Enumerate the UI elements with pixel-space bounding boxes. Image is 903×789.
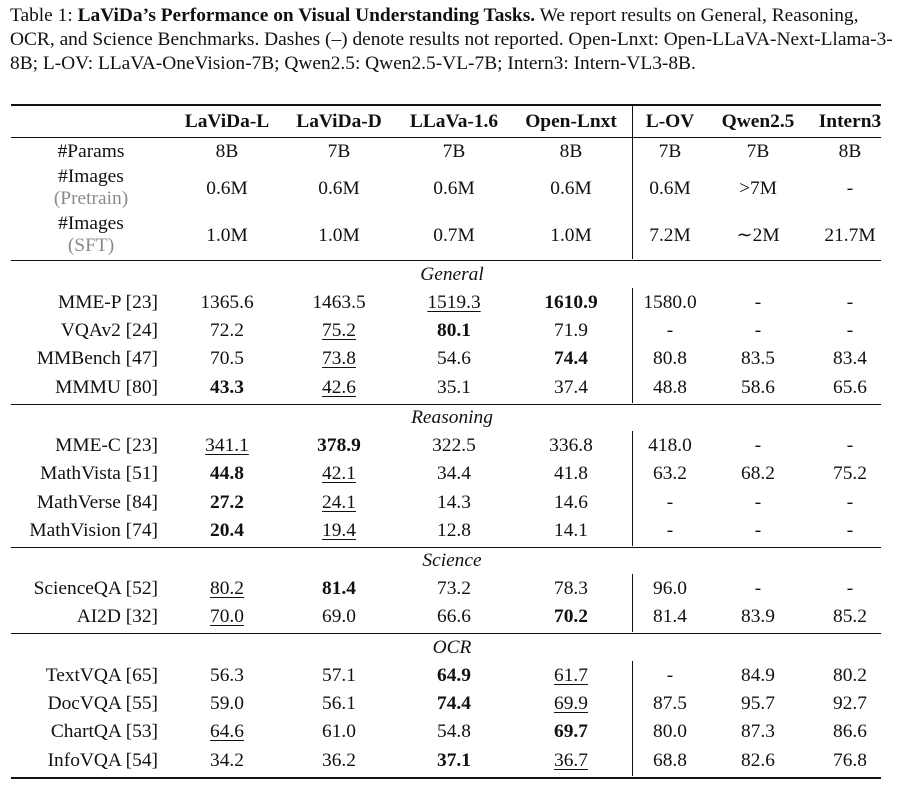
column-header: LaViDa-L: [184, 111, 270, 132]
table-cell: 36.2: [322, 750, 356, 771]
table-cell: 70.2: [554, 606, 588, 627]
table-cell: 64.6: [210, 721, 244, 742]
row-label: MathVision [74]: [29, 520, 158, 541]
meta-value: -: [846, 178, 854, 199]
table-cell: 58.6: [741, 377, 775, 398]
column-header: LLaVa-1.6: [409, 111, 499, 132]
table-cell: 69.0: [322, 606, 356, 627]
table-cell: 34.4: [437, 463, 471, 484]
table-cell: 75.2: [322, 320, 356, 341]
table-cell: 19.4: [322, 520, 356, 541]
table-cell: 14.1: [554, 520, 588, 541]
table-cell: 61.7: [554, 665, 588, 686]
meta-value: 1.0M: [206, 225, 248, 246]
table-cell: 84.9: [741, 665, 775, 686]
table-cell: -: [666, 320, 674, 341]
table-cell: 80.0: [653, 721, 687, 742]
table-cell: -: [666, 492, 674, 513]
table-cell: 95.7: [741, 693, 775, 714]
table-cell: 44.8: [210, 463, 244, 484]
section-title: Science: [422, 550, 482, 571]
section-rule: [11, 404, 881, 405]
caption-title: LaViDa’s Performance on Visual Understanding Tasks.: [77, 5, 536, 26]
table-cell: 83.5: [741, 348, 775, 369]
table-cell: 69.7: [554, 721, 588, 742]
meta-label: [54, 166, 128, 210]
row-label: ChartQA [53]: [50, 721, 158, 742]
row-label: ScienceQA [52]: [33, 578, 158, 599]
row-label: AI2D [32]: [76, 606, 158, 627]
meta-value: 7B: [442, 141, 466, 162]
table-cell: 76.8: [833, 750, 867, 771]
table-cell: 14.6: [554, 492, 588, 513]
table-cell: 48.8: [653, 377, 687, 398]
meta-value: 0.6M: [649, 178, 691, 199]
row-label: InfoVQA [54]: [47, 750, 158, 771]
table-cell: 66.6: [437, 606, 471, 627]
section-title: Reasoning: [411, 407, 493, 428]
meta-label-main: #Images: [58, 213, 124, 234]
table-cell: 72.2: [210, 320, 244, 341]
meta-label: [58, 213, 124, 257]
table-cell: 83.9: [741, 606, 775, 627]
table-cell: -: [846, 292, 854, 313]
table-cell: 92.7: [833, 693, 867, 714]
meta-value: ∼2M: [736, 225, 780, 246]
table-cell: 418.0: [648, 435, 692, 456]
meta-value: 0.6M: [433, 178, 475, 199]
table-cell: 14.3: [437, 492, 471, 513]
meta-value: 0.6M: [318, 178, 360, 199]
table-cell: 80.2: [210, 578, 244, 599]
table-cell: 69.9: [554, 693, 588, 714]
table-cell: 78.3: [554, 578, 588, 599]
row-label: TextVQA [65]: [45, 665, 158, 686]
meta-value: 7B: [746, 141, 770, 162]
meta-value: 1.0M: [550, 225, 592, 246]
table-cell: 27.2: [210, 492, 244, 513]
table-cell: 70.5: [210, 348, 244, 369]
table-cell: 54.6: [437, 348, 471, 369]
table-cell: 71.9: [554, 320, 588, 341]
section-rule: [11, 260, 881, 261]
table-cell: 75.2: [833, 463, 867, 484]
table-cell: 85.2: [833, 606, 867, 627]
table-cell: 37.4: [554, 377, 588, 398]
meta-value: 21.7M: [824, 225, 876, 246]
table-cell: 59.0: [210, 693, 244, 714]
table-cell: 74.4: [437, 693, 471, 714]
table-cell: 81.4: [322, 578, 356, 599]
row-label: MathVerse [84]: [36, 492, 158, 513]
table-cell: 12.8: [437, 520, 471, 541]
meta-value: 0.6M: [550, 178, 592, 199]
table-cell: -: [846, 492, 854, 513]
meta-value: 1.0M: [318, 225, 360, 246]
table-caption: [10, 4, 895, 76]
table-cell: 83.4: [833, 348, 867, 369]
row-label: MMBench [47]: [36, 348, 158, 369]
row-label: MME-C [23]: [55, 435, 158, 456]
table-cell: 73.2: [437, 578, 471, 599]
meta-value: >7M: [739, 178, 777, 199]
table-cell: 341.1: [205, 435, 249, 456]
row-label: MathVista [51]: [40, 463, 158, 484]
table-cell: 74.4: [554, 348, 588, 369]
column-separator: [632, 661, 633, 776]
section-title: OCR: [432, 637, 472, 658]
table-cell: -: [666, 665, 674, 686]
table-cell: -: [754, 320, 762, 341]
table-cell: -: [846, 320, 854, 341]
meta-value: 8B: [838, 141, 862, 162]
table-cell: 35.1: [437, 377, 471, 398]
meta-value: 0.6M: [206, 178, 248, 199]
column-header: L-OV: [645, 111, 695, 132]
table-cell: 87.3: [741, 721, 775, 742]
table-cell: 73.8: [322, 348, 356, 369]
table-cell: 65.6: [833, 377, 867, 398]
row-label: MMMU [80]: [55, 377, 158, 398]
caption-prefix: Table 1:: [10, 5, 78, 26]
meta-label-main: #Images: [58, 166, 124, 187]
table-cell: -: [754, 435, 762, 456]
column-separator: [632, 288, 633, 403]
column-header: LaViDa-D: [296, 111, 382, 132]
meta-label-sub: (Pretrain): [53, 188, 129, 209]
table-cell: 63.2: [653, 463, 687, 484]
table-cell: -: [754, 578, 762, 599]
table-cell: 336.8: [549, 435, 593, 456]
table-cell: 42.1: [322, 463, 356, 484]
table-cell: 1610.9: [544, 292, 598, 313]
meta-value: 8B: [215, 141, 239, 162]
table-cell: 1580.0: [643, 292, 697, 313]
table-cell: 80.2: [833, 665, 867, 686]
column-header: Open-Lnxt: [525, 111, 617, 132]
table-cell: 68.8: [653, 750, 687, 771]
column-header: Qwen2.5: [721, 111, 795, 132]
table-cell: 86.6: [833, 721, 867, 742]
table-cell: 56.3: [210, 665, 244, 686]
caption-body: We report results on General, Reasoning, OCR, and Science Benchmarks. Dashes (–) denote results not reported. Open-Lnxt: Open-LLaVA-Next-Llama-3-8B; L-OV: LLaVA-OneVision-7B; Qwen2.5: Qwen2.5-VL-7B; Intern3: Intern-VL3-8B.: [10, 5, 893, 74]
table-cell: 43.3: [210, 377, 244, 398]
table-cell: 378.9: [317, 435, 361, 456]
section-title: General: [420, 264, 484, 285]
table-cell: 54.8: [437, 721, 471, 742]
section-rule: [11, 633, 881, 634]
table-cell: 80.8: [653, 348, 687, 369]
meta-value: 7.2M: [649, 225, 691, 246]
table-cell: -: [754, 492, 762, 513]
table-cell: 68.2: [741, 463, 775, 484]
table-cell: 70.0: [210, 606, 244, 627]
meta-value: 0.7M: [433, 225, 475, 246]
section-rule: [11, 547, 881, 548]
table-cell: 64.9: [437, 665, 471, 686]
table-cell: 81.4: [653, 606, 687, 627]
table-cell: -: [846, 520, 854, 541]
table-cell: 37.1: [437, 750, 471, 771]
table-cell: 1463.5: [312, 292, 366, 313]
meta-label: #Params: [57, 141, 125, 162]
table-cell: 96.0: [653, 578, 687, 599]
column-separator: [632, 574, 633, 632]
table-cell: 87.5: [653, 693, 687, 714]
meta-value: 8B: [559, 141, 583, 162]
table-cell: -: [846, 578, 854, 599]
table-cell: -: [754, 520, 762, 541]
table-cell: -: [846, 435, 854, 456]
meta-value: 7B: [327, 141, 351, 162]
top-rule: [11, 104, 881, 106]
table-cell: 34.2: [210, 750, 244, 771]
row-label: VQAv2 [24]: [60, 320, 158, 341]
column-separator: [632, 431, 633, 546]
table-cell: 61.0: [322, 721, 356, 742]
table-cell: 1519.3: [427, 292, 481, 313]
column-header: Intern3: [818, 111, 882, 132]
table-cell: 57.1: [322, 665, 356, 686]
table-cell: 1365.6: [200, 292, 254, 313]
column-separator: [632, 106, 633, 259]
table-cell: 56.1: [322, 693, 356, 714]
table-cell: -: [666, 520, 674, 541]
row-label: DocVQA [55]: [47, 693, 158, 714]
table-cell: 36.7: [554, 750, 588, 771]
table-cell: -: [754, 292, 762, 313]
header-rule: [11, 137, 881, 138]
table-cell: 24.1: [322, 492, 356, 513]
table-cell: 41.8: [554, 463, 588, 484]
table-cell: 80.1: [437, 320, 471, 341]
row-label: MME-P [23]: [57, 292, 158, 313]
meta-value: 7B: [658, 141, 682, 162]
bottom-rule: [11, 777, 881, 779]
table-cell: 82.6: [741, 750, 775, 771]
table-cell: 20.4: [210, 520, 244, 541]
table-cell: 42.6: [322, 377, 356, 398]
table-cell: 322.5: [432, 435, 476, 456]
meta-label-sub: (SFT): [67, 235, 115, 256]
